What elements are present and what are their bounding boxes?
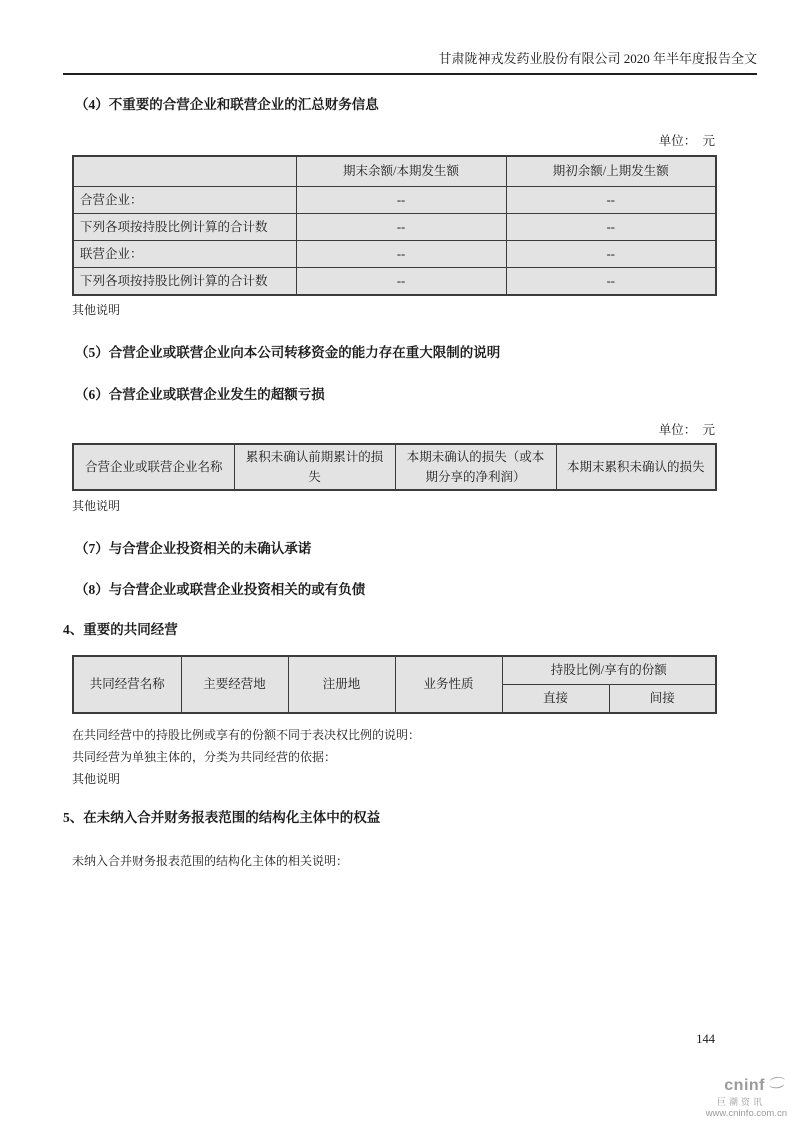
table3-header-registered: 注册地 bbox=[288, 656, 395, 713]
section-heading-5: （5）合营企业或联营企业向本公司转移资金的能力存在重大限制的说明 bbox=[75, 345, 501, 360]
table3-header-indirect: 间接 bbox=[609, 685, 716, 714]
table2-header-cumulative-loss: 本期末累积未确认的损失 bbox=[556, 444, 716, 490]
other-note-1: 其他说明 bbox=[72, 303, 121, 317]
heading-joint-operations: 4、重要的共同经营 bbox=[63, 622, 178, 637]
cninfo-url: www.cninfo.com.cn bbox=[705, 1108, 787, 1120]
cninfo-logo-icon bbox=[767, 1074, 787, 1097]
table-header-row bbox=[73, 656, 716, 685]
report-header-title: 甘肃陇神戎发药业股份有限公司 2020 年半年度报告全文 bbox=[438, 51, 757, 66]
row-label: 下列各项按持股比例计算的合计数 bbox=[73, 214, 296, 241]
section-heading-4: （4）不重要的合营企业和联营企业的汇总财务信息 bbox=[75, 97, 379, 112]
summary-financials-table bbox=[72, 155, 717, 296]
row-label: 合营企业： bbox=[73, 187, 296, 214]
section-heading-8: （8）与合营企业或联营企业投资相关的或有负债 bbox=[75, 582, 366, 597]
table-row bbox=[73, 187, 716, 214]
other-note-2: 其他说明 bbox=[72, 499, 121, 513]
report-header bbox=[63, 50, 757, 75]
table-row bbox=[73, 214, 716, 241]
joint-note-voting: 在共同经营中的持股比例或享有的份额不同于表决权比例的说明： bbox=[72, 728, 421, 742]
table3-header-name: 共同经营名称 bbox=[73, 656, 181, 713]
table1-header-beginning: 期初余额/上期发生额 bbox=[506, 156, 716, 187]
joint-note-basis: 共同经营为单独主体的，分类为共同经营的依据： bbox=[72, 750, 337, 764]
table-header-row bbox=[73, 156, 716, 187]
section-heading-7: （7）与合营企业投资相关的未确认承诺 bbox=[75, 541, 312, 556]
table1-header-blank bbox=[73, 156, 296, 187]
row-value: -- bbox=[296, 187, 506, 214]
table2-header-current-loss: 本期未确认的损失（或本期分享的净利润） bbox=[395, 444, 556, 490]
table-row bbox=[73, 268, 716, 296]
cninfo-brand-text: cninf bbox=[724, 1076, 765, 1094]
row-value: -- bbox=[506, 241, 716, 268]
other-note-3: 其他说明 bbox=[72, 772, 121, 786]
table-header-row bbox=[73, 444, 716, 490]
cninfo-logo bbox=[706, 1074, 787, 1120]
table3-header-direct: 直接 bbox=[502, 685, 609, 714]
cninfo-brand-row bbox=[706, 1074, 787, 1097]
cninfo-chinese-name: 巨潮资讯 bbox=[716, 1096, 765, 1107]
table-row bbox=[73, 241, 716, 268]
row-value: -- bbox=[506, 187, 716, 214]
row-label: 下列各项按持股比例计算的合计数 bbox=[73, 268, 296, 296]
table3-header-share: 持股比例/享有的份额 bbox=[502, 656, 716, 685]
unit-label-2: 单位： 元 bbox=[658, 423, 715, 437]
unit-label-1: 单位： 元 bbox=[658, 134, 715, 148]
page-number: 144 bbox=[696, 1032, 715, 1046]
table3-header-business: 业务性质 bbox=[395, 656, 502, 713]
joint-operations-table bbox=[72, 655, 717, 714]
report-content bbox=[63, 76, 715, 869]
heading-structured-entities: 5、在未纳入合并财务报表范围的结构化主体中的权益 bbox=[63, 810, 381, 825]
table1-header-ending: 期末余额/本期发生额 bbox=[296, 156, 506, 187]
row-value: -- bbox=[296, 214, 506, 241]
structured-entities-note: 未纳入合并财务报表范围的结构化主体的相关说明： bbox=[72, 854, 349, 868]
table2-header-name: 合营企业或联营企业名称 bbox=[73, 444, 234, 490]
table3-header-place: 主要经营地 bbox=[181, 656, 288, 713]
row-value: -- bbox=[296, 268, 506, 296]
row-value: -- bbox=[506, 214, 716, 241]
section-heading-6: （6）合营企业或联营企业发生的超额亏损 bbox=[75, 387, 325, 402]
row-label: 联营企业： bbox=[73, 241, 296, 268]
row-value: -- bbox=[506, 268, 716, 296]
row-value: -- bbox=[296, 241, 506, 268]
excess-loss-table bbox=[72, 443, 717, 491]
table2-header-prior-loss: 累积未确认前期累计的损失 bbox=[234, 444, 395, 490]
